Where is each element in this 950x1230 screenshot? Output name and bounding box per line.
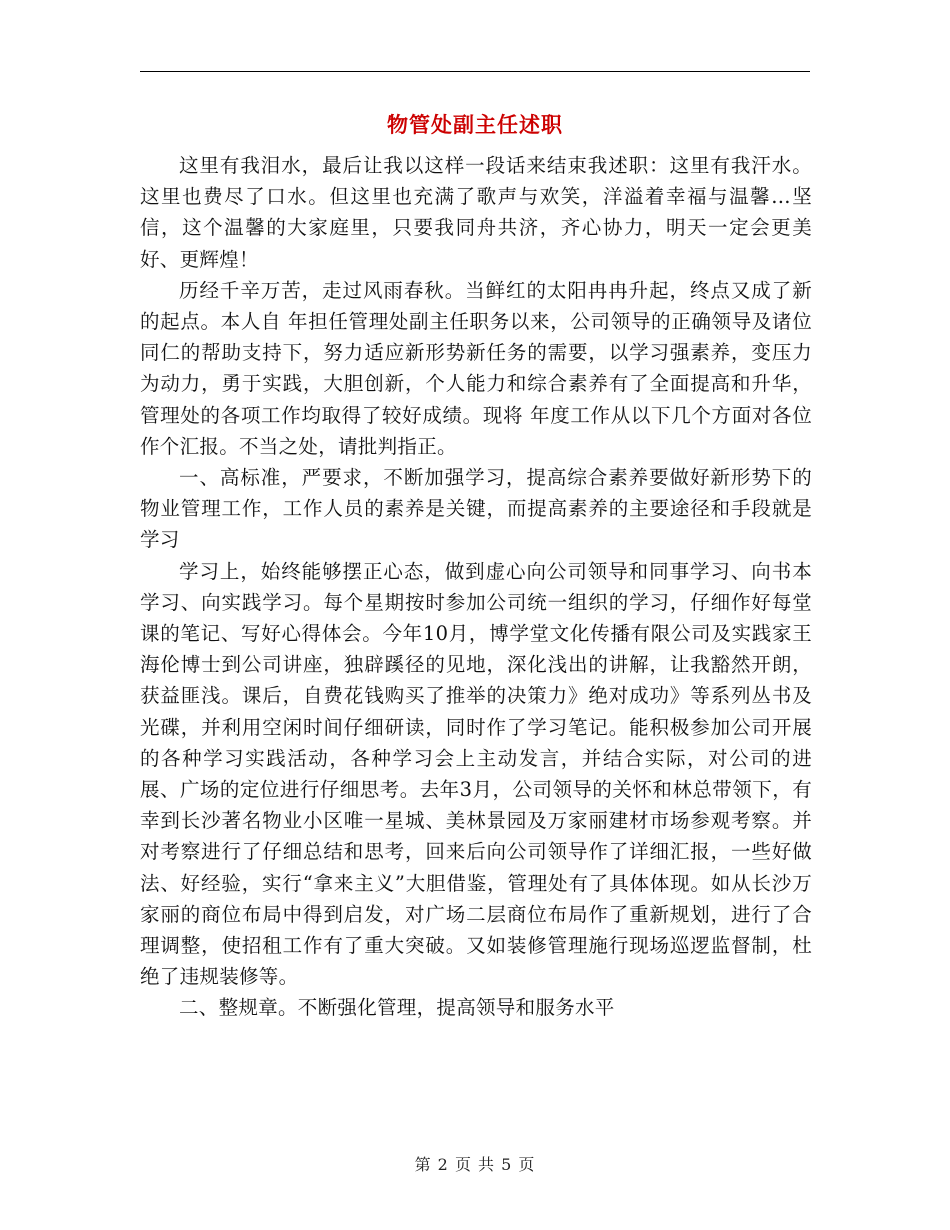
paragraph-section-two-heading: 二、整规章。不断强化管理，提高领导和服务水平 [179,996,615,1020]
paragraph-introduction: 历经千辛万苦，走过风雨春秋。当鲜红的太阳冉冉升起，终点又成了新的起点。本人自 年担任管理处副主任职务以来，公司领导的正确领导及诸位同仁的帮助支持下，努力适应新形势新任务的需要，以学习强素养，变压力为动力，勇于实践，大胆创新，个人能力和综合素养有了全面提高和升华，管理处的各项工作均取得了较好成绩。现将 年度工作从以下几个方面对各位作个汇报。不当之处，请批判指正。 [140,278,812,458]
paragraph-section-one-heading: 一、高标准，严要求，不断加强学习，提高综合素养要做好新形势下的物业管理工作，工作人员的素养是关键，而提高素养的主要途径和手段就是学习 [140,466,812,552]
paragraph-closing-remarks: 这里有我泪水，最后让我以这样一段话来结束我述职：这里有我汗水。这里也费尽了口水。但这里也充满了歌声与欢笑，洋溢着幸福与温馨…坚信，这个温馨的大家庭里，只要我同舟共济，齐心协力，明天一定会更美好、更辉煌！ [140,154,812,271]
document-title: 物管处副主任述职 [387,112,563,137]
header-rule [140,71,810,72]
paragraph-study: 学习上，始终能够摆正心态，做到虚心向公司领导和同事学习、向书本学习、向实践学习。每个星期按时参加公司统一组织的学习，仔细作好每堂课的笔记、写好心得体会。今年10月，博学堂文化传播有限公司及实践家王海伦博士到公司讲座，独辟蹊径的见地，深化浅出的讲解，让我豁然开朗，获益匪浅。课后，自费花钱购买了推举的决策力》绝对成功》等系列丛书及光碟，并利用空闲时间仔细研读，同时作了学习笔记。能积极参加公司开展的各种学习实践活动，各种学习会上主动发言，并结合实际，对公司的进展、广场的定位进行仔细思考。去年3月，公司领导的关怀和林总带领下，有幸到长沙著名物业小区唯一星城、美林景园及万家丽建材市场参观考察。并对考察进行了仔细总结和思考，回来后向公司领导作了详细汇报，一些好做法、好经验，实行“拿来主义”大胆借鉴，管理处有了具体体现。如从长沙万家丽的商位布局中得到启发，对广场二层商位布局作了重新规划，进行了合理调整，使招租工作有了重大突破。又如装修管理施行现场巡逻监督制，杜绝了违规装修等。 [140,559,812,989]
document-body [140,150,812,1024]
page-number-footer: 第 2 页 共 5 页 [414,1155,536,1174]
